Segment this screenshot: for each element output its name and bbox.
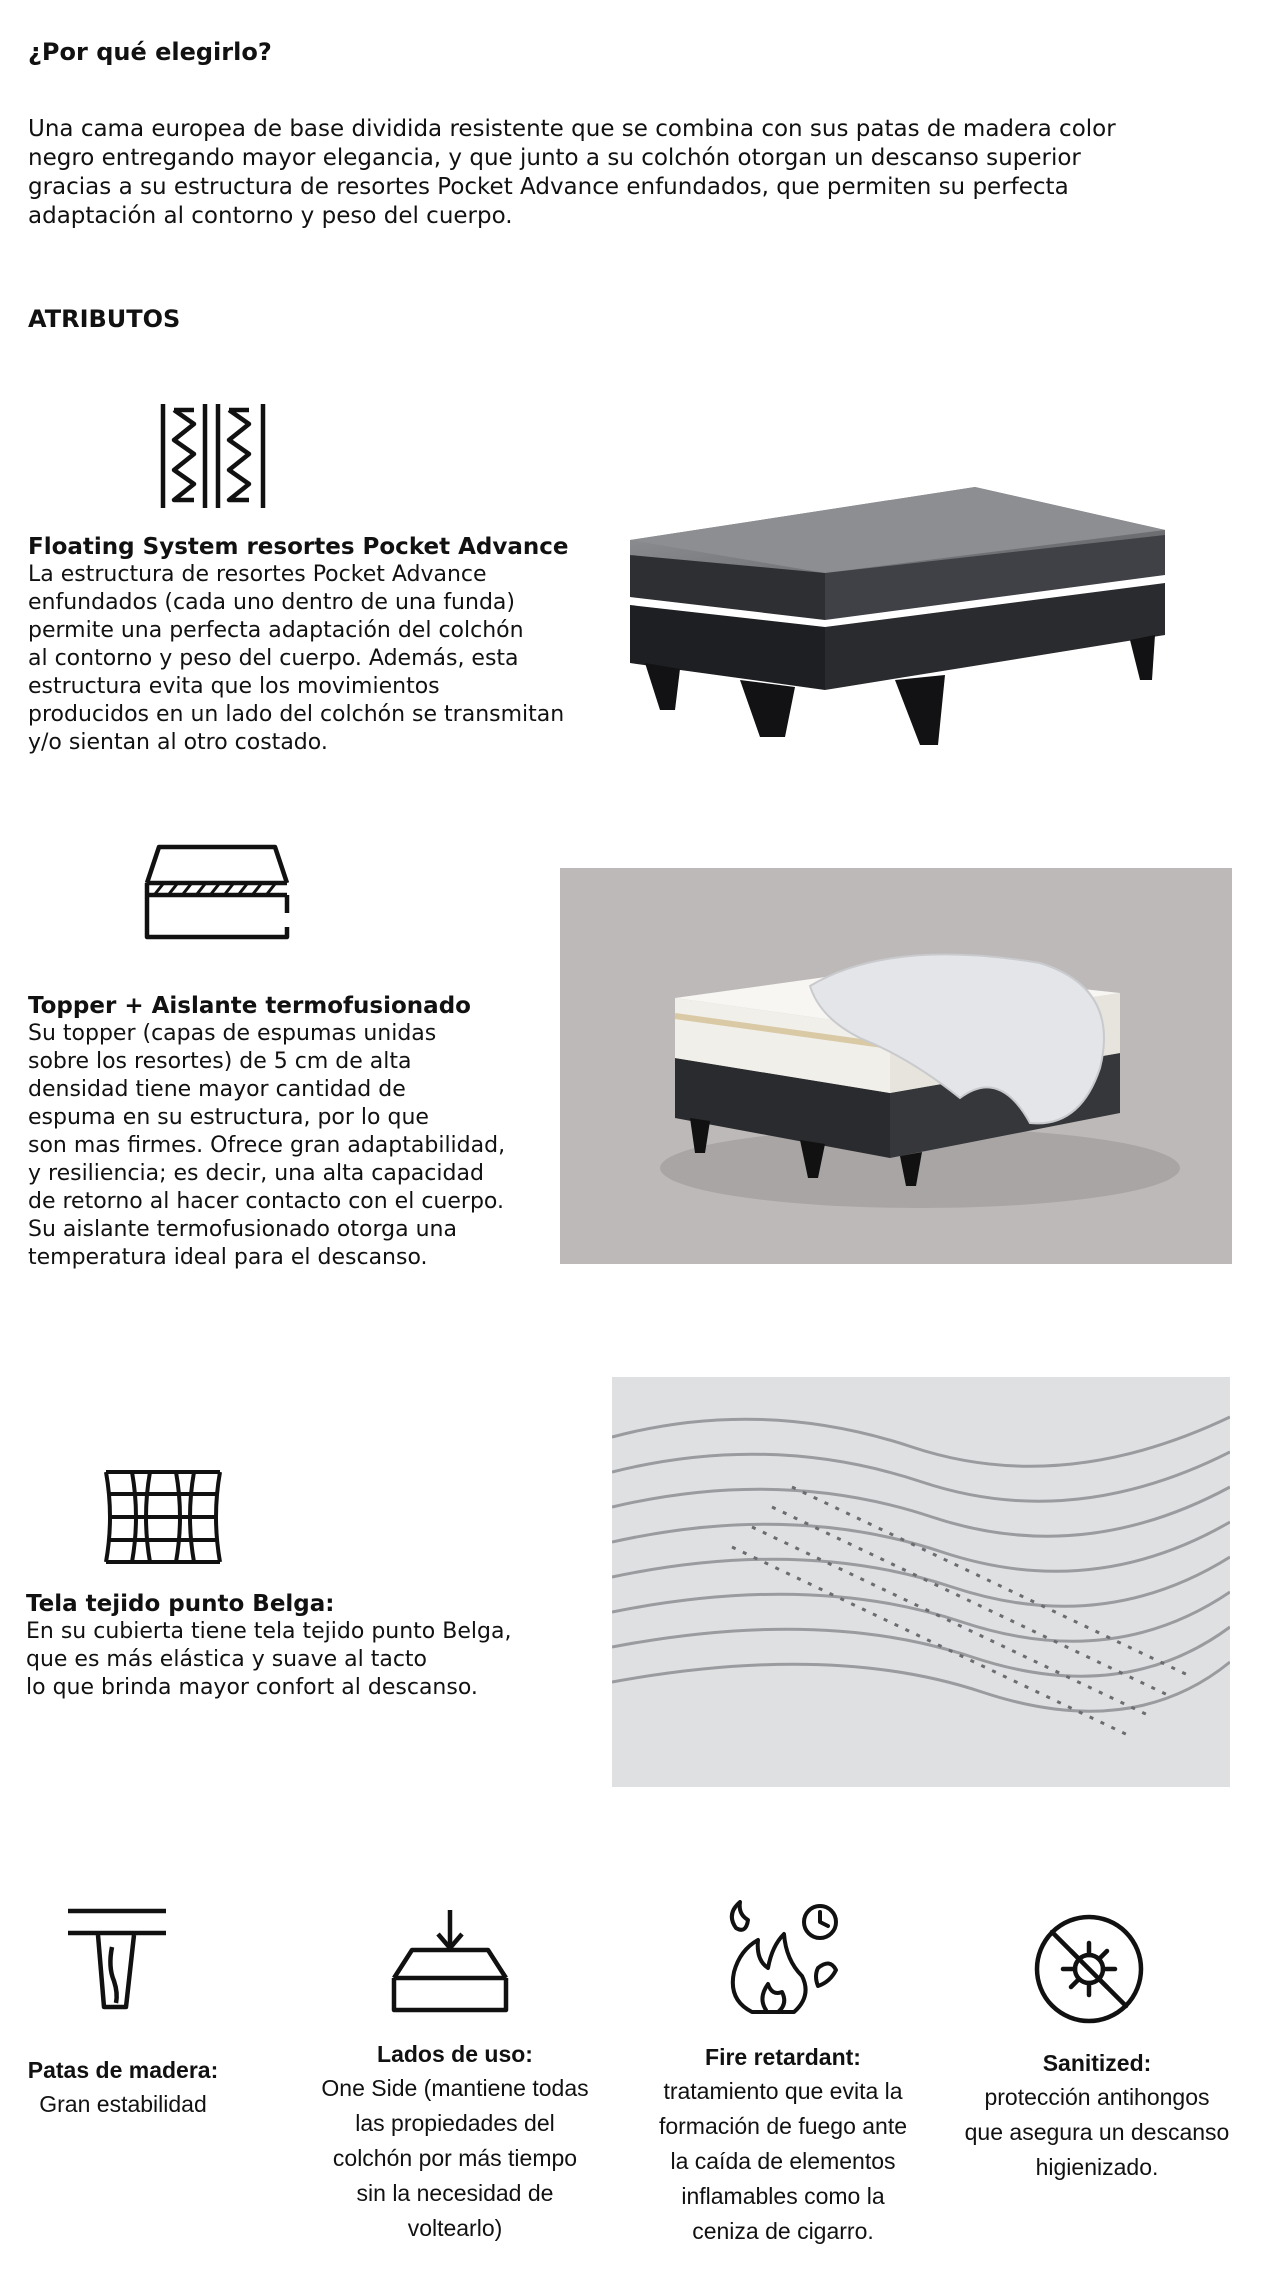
benefit-title: Lados de uso: bbox=[377, 2041, 533, 2067]
benefit-one-side bbox=[300, 2037, 610, 2246]
bed-photo bbox=[620, 475, 1180, 765]
attributes-title: ATRIBUTOS bbox=[28, 305, 181, 333]
benefit-title: Patas de madera: bbox=[27, 2057, 219, 2083]
benefit-title: Fire retardant: bbox=[705, 2044, 861, 2070]
feature-body: La estructura de resortes Pocket Advance enfundados (cada uno dentro de una funda) permite una perfecta adaptación del colchón al contorno y peso del cuerpo. Además, esta estructura evita que los movimientos producidos en un lado del colchón se transmitan y/o sientan al otro costado. bbox=[28, 562, 565, 755]
feature-topper bbox=[28, 992, 568, 1272]
feature-pocket-advance bbox=[28, 533, 608, 757]
feature-title: Floating System resortes Pocket Advance bbox=[28, 534, 569, 560]
fabric-photo bbox=[612, 1377, 1230, 1787]
benefit-body: Gran estabilidad bbox=[39, 2091, 207, 2117]
benefit-fire-retardant bbox=[632, 2040, 934, 2249]
feature-tela bbox=[26, 1590, 586, 1702]
feature-title: Tela tejido punto Belga: bbox=[26, 1591, 335, 1617]
feature-body: Su topper (capas de espumas unidas sobre los resortes) de 5 cm de alta densidad tiene mayor cantidad de espuma en su estructura, por lo que son mas firmes. Ofrece gran adaptabilidad, y resiliencia; es decir, una alta capacidad de retorno al hacer contacto con el cuerpo. Su aislante termofusionado otorga una temperatura ideal para el descanso. bbox=[28, 1021, 506, 1270]
benefit-wooden-legs bbox=[12, 2053, 234, 2122]
why-section bbox=[28, 38, 272, 66]
feature-title: Topper + Aislante termofusionado bbox=[28, 993, 471, 1019]
benefit-sanitized bbox=[952, 2046, 1242, 2185]
springs-icon bbox=[160, 402, 266, 514]
fire-retardant-icon bbox=[722, 1900, 844, 2024]
benefit-body: One Side (mantiene todas las propiedades del colchón por más tiempo sin la necesidad de voltearlo) bbox=[321, 2075, 589, 2241]
wooden-leg-icon bbox=[66, 1907, 168, 2017]
topper-layers-icon bbox=[143, 843, 291, 945]
benefit-body: tratamiento que evita la formación de fuego ante la caída de elementos inflamables como la ceniza de cigarro. bbox=[658, 2078, 908, 2244]
benefit-title: Sanitized: bbox=[1042, 2050, 1152, 2076]
benefit-body: protección antihongos que asegura un descanso higienizado. bbox=[964, 2084, 1230, 2180]
knit-fabric-icon bbox=[102, 1468, 224, 1570]
sanitized-icon bbox=[1034, 1909, 1144, 2035]
why-title: ¿Por qué elegirlo? bbox=[28, 38, 272, 66]
one-side-mattress-icon bbox=[390, 1908, 510, 2018]
topper-photo bbox=[560, 868, 1232, 1264]
why-text: Una cama europea de base dividida resistente que se combina con sus patas de madera color negro entregando mayor elegancia, y que junto a su colchón otorgan un descanso superior gracias a su estructura de resortes Pocket Advance enfundados, que permiten su perfecta adaptación al contorno y peso del cuerpo. bbox=[28, 116, 1116, 229]
feature-body: En su cubierta tiene tela tejido punto Belga, que es más elástica y suave al tacto lo que brinda mayor confort al descanso. bbox=[26, 1619, 512, 1700]
